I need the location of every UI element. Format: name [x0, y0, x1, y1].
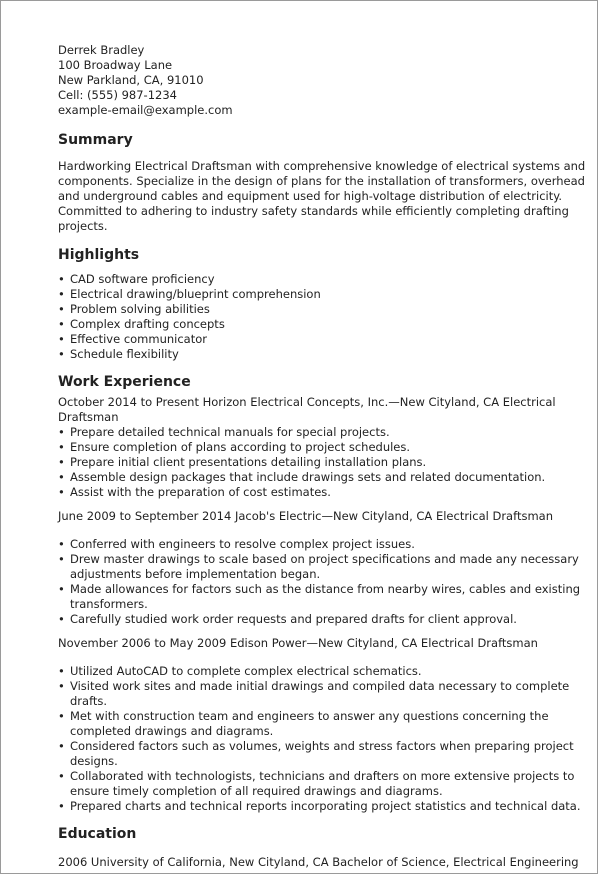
job-entry — [58, 636, 588, 814]
highlight-item: • Schedule flexibility — [58, 347, 588, 362]
job-duty: • Visited work sites and made initial drawings and compiled data necessary to complete drafts. — [58, 679, 588, 709]
job-entry — [58, 509, 588, 627]
job-duties — [58, 425, 588, 500]
job-duty: • Prepare initial client presentations detailing installation plans. — [58, 455, 588, 470]
highlight-item: • CAD software proficiency — [58, 272, 588, 287]
summary-text: Hardworking Electrical Draftsman with comprehensive knowledge of electrical systems and components. Specialize in the design of plans for the installation of transformers, overhead and underground cables and equipment used for high-voltage distribution of electricity. Committed to adhering to industry safety standards while efficiently completing drafting projects. — [58, 159, 586, 233]
contact-email: example-email@example.com — [58, 103, 233, 117]
highlight-item: • Electrical drawing/blueprint comprehension — [58, 287, 588, 302]
job-duty: • Assist with the preparation of cost estimates. — [58, 485, 588, 500]
contact-block — [58, 43, 588, 118]
education-section — [58, 825, 588, 870]
job-entry — [58, 395, 588, 500]
education-heading: Education — [58, 826, 137, 842]
job-duty: • Considered factors such as volumes, weights and stress factors when preparing project designs. — [58, 739, 588, 769]
job-duties — [58, 664, 588, 814]
job-duty: • Met with construction team and engineers to answer any questions concerning the completed drawings and diagrams. — [58, 709, 588, 739]
contact-city: New Parkland, CA, 91010 — [58, 73, 204, 87]
education-entry: 2006 University of California, New Cityland, CA Bachelor of Science, Electrical Engineering — [58, 855, 579, 869]
contact-name: Derrek Bradley — [58, 43, 145, 57]
job-duty: • Ensure completion of plans according to project schedules. — [58, 440, 588, 455]
summary-heading: Summary — [58, 132, 133, 148]
highlight-item: • Effective communicator — [58, 332, 588, 347]
job-duty: • Drew master drawings to scale based on project specifications and made any necessary adjustments before implementation began. — [58, 552, 588, 582]
job-duty: • Conferred with engineers to resolve complex project issues. — [58, 537, 588, 552]
job-duty: • Collaborated with technologists, technicians and drafters on more extensive projects to ensure timely completion of all required drawings and diagrams. — [58, 769, 588, 799]
highlight-item: • Complex drafting concepts — [58, 317, 588, 332]
contact-cell: Cell: (555) 987-1234 — [58, 88, 177, 102]
job-duties — [58, 537, 588, 627]
contact-street: 100 Broadway Lane — [58, 58, 173, 72]
job-duty: • Made allowances for factors such as the distance from nearby wires, cables and existing transformers. — [58, 582, 588, 612]
job-duty: • Utilized AutoCAD to complete complex electrical schematics. — [58, 664, 588, 679]
highlight-item: • Problem solving abilities — [58, 302, 588, 317]
job-duty: • Prepare detailed technical manuals for special projects. — [58, 425, 588, 440]
job-duty: • Assemble design packages that include drawings sets and related documentation. — [58, 470, 588, 485]
resume-content — [58, 43, 588, 870]
job-duty: • Prepared charts and technical reports incorporating project statistics and technical data. — [58, 799, 588, 814]
highlights-section — [58, 246, 588, 362]
job-header: June 2009 to September 2014 Jacob's Electric—New Cityland, CA Electrical Draftsman — [58, 509, 553, 523]
job-header: October 2014 to Present Horizon Electrical Concepts, Inc.—New Cityland, CA Electrical Draftsman — [58, 395, 556, 424]
highlights-heading: Highlights — [58, 247, 140, 263]
job-header: November 2006 to May 2009 Edison Power—New Cityland, CA Electrical Draftsman — [58, 636, 538, 650]
job-duty: • Carefully studied work order requests and prepared drafts for client approval. — [58, 612, 588, 627]
highlights-list — [58, 272, 588, 362]
work-experience-heading: Work Experience — [58, 374, 191, 390]
work-experience-section — [58, 373, 588, 814]
summary-section — [58, 131, 588, 234]
